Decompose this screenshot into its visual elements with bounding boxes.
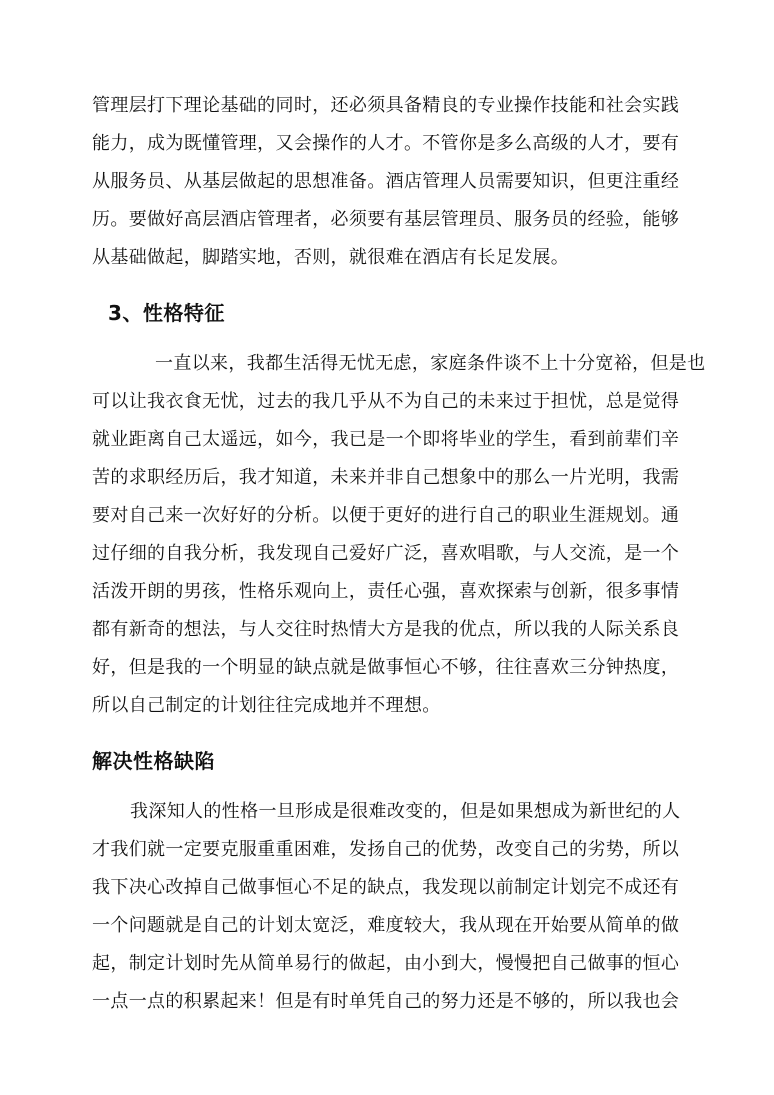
- section-heading-personality: 3、性格特征: [108, 301, 225, 325]
- paragraph-3-line: 我下决心改掉自己做事恒心不足的缺点，我发现以前制定计划完不成还有: [92, 877, 680, 898]
- paragraph-2-line: 好，但是我的一个明显的缺点就是做事恒心不够，往往喜欢三分钟热度，: [92, 657, 680, 678]
- paragraph-2-line: 苦的求职经历后，我才知道，未来并非自己想象中的那么一片光明，我需: [92, 467, 680, 488]
- paragraph-1-line: 历。要做好高层酒店管理者，必须要有基层管理员、服务员的经验，能够: [92, 209, 680, 230]
- paragraph-3-line: 我深知人的性格一旦形成是很难改变的，但是如果想成为新世纪的人: [130, 801, 681, 822]
- paragraph-2-line: 所以自己制定的计划往往完成地并不理想。: [92, 695, 441, 716]
- paragraph-1-line: 能力，成为既懂管理，又会操作的人才。不管你是多么高级的人才，要有: [92, 133, 680, 154]
- paragraph-2-line: 活泼开朗的男孩，性格乐观向上，责任心强，喜欢探索与创新，很多事情: [92, 581, 680, 602]
- paragraph-2-line: 就业距离自己太遥远，如今，我已是一个即将毕业的学生，看到前辈们辛: [92, 429, 680, 450]
- paragraph-3-line: 一点一点的积累起来！但是有时单凭自己的努力还是不够的，所以我也会: [92, 991, 680, 1012]
- paragraph-3-line: 才我们就一定要克服重重困难，发扬自己的优势，改变自己的劣势，所以: [92, 839, 680, 860]
- section-heading-solve-defects: 解决性格缺陷: [92, 749, 215, 773]
- paragraph-3-line: 一个问题就是自己的计划太宽泛，难度较大，我从现在开始要从简单的做: [92, 915, 680, 936]
- paragraph-2-line: 要对自己来一次好好的分析。以便于更好的进行自己的职业生涯规划。通: [92, 505, 680, 526]
- paragraph-1-line: 从基础做起，脚踏实地，否则，就很难在酒店有长足发展。: [92, 247, 570, 268]
- paragraph-2-line: 一直以来，我都生活得无忧无虑，家庭条件谈不上十分宽裕，但是也: [155, 353, 706, 374]
- paragraph-2-line: 可以让我衣食无忧，过去的我几乎从不为自己的未来过于担忧，总是觉得: [92, 391, 680, 412]
- paragraph-1-line: 管理层打下理论基础的同时，还必须具备精良的专业操作技能和社会实践: [92, 95, 680, 116]
- paragraph-1-line: 从服务员、从基层做起的思想准备。酒店管理人员需要知识，但更注重经: [92, 171, 680, 192]
- paragraph-3-line: 起，制定计划时先从简单易行的做起，由小到大，慢慢把自己做事的恒心: [92, 953, 680, 974]
- paragraph-2-line: 过仔细的自我分析，我发现自己爱好广泛，喜欢唱歌，与人交流，是一个: [92, 543, 680, 564]
- paragraph-2-line: 都有新奇的想法，与人交往时热情大方是我的优点，所以我的人际关系良: [92, 619, 680, 640]
